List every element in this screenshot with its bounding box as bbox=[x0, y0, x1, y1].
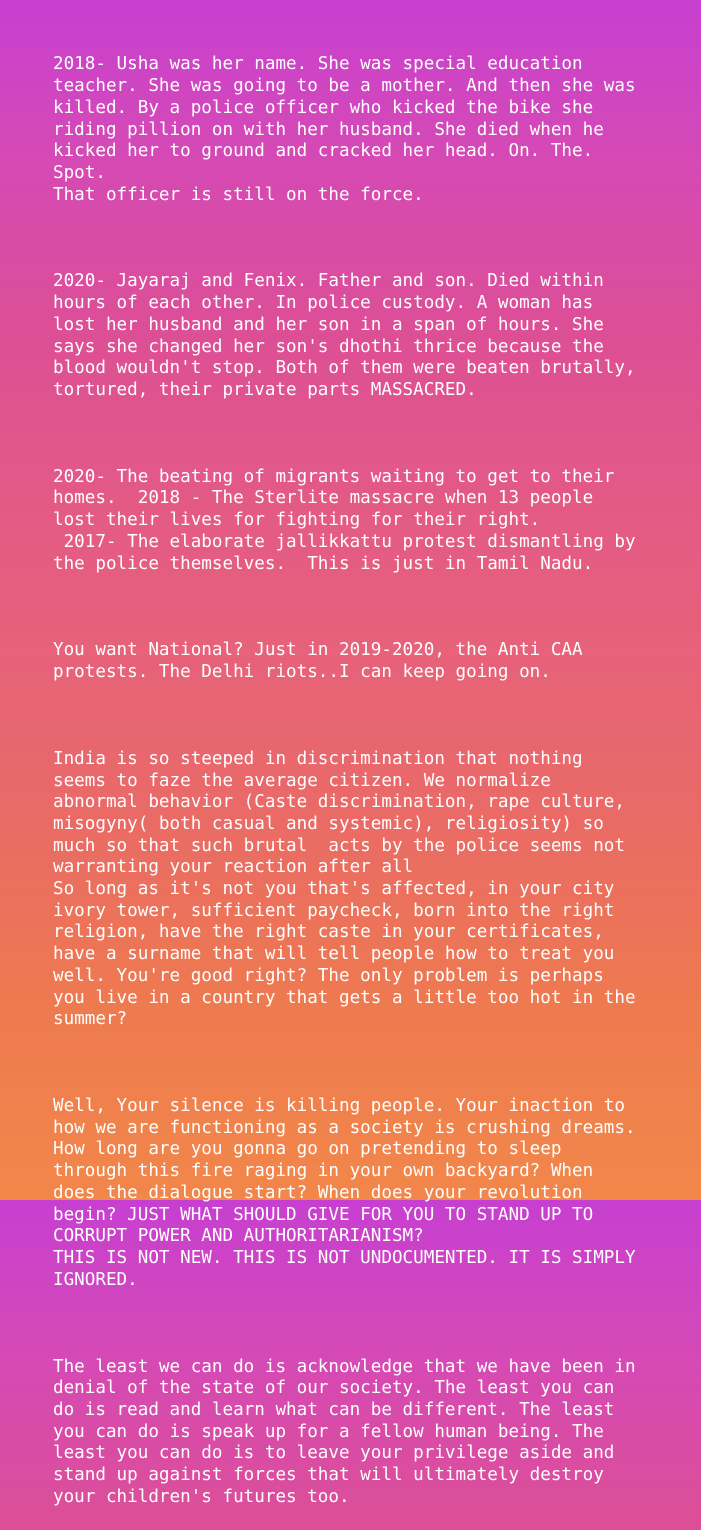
paragraph-migrants-sterlite-jallikkattu: 2020- The beating of migrants waiting to get to their homes. 2018 - The Sterlite massacre when 13 people lost their lives for fighting for their right. 2017- The elaborate jallikkattu protest dismantling by the police themselves. This is just in Tamil Nadu. bbox=[53, 466, 636, 574]
paragraph-usha-2018: 2018- Usha was her name. She was special education teacher. She was going to be a mother. And then she was killed. By a police officer who kicked the bike she riding pillion on with her husband. She died when he kicked her to ground and cracked her head. On. The. Spot. That officer is still on the force. bbox=[53, 54, 636, 205]
story-text-block bbox=[53, 11, 693, 1530]
paragraph-national: You want National? Just in 2019-2020, the Anti CAA protests. The Delhi riots..I can keep going on. bbox=[53, 640, 583, 683]
paragraph-least-we-can-do: The least we can do is acknowledge that we have been in denial of the state of our society. The least you can do is read and learn what can be different. The least you can do is speak up for a fellow human being. The least you can do is to leave your privilege aside and stand up against forces that will ultimately destroy your children's futures too. bbox=[53, 1356, 636, 1507]
paragraph-discrimination: India is so steeped in discrimination that nothing seems to faze the average citizen. We normalize abnormal behavior (Caste discrimination, rape culture, misogyny( both casual and systemic), religiosity) so much so that such brutal acts by the police seems not warranting your reaction after all So long as it's not you that's affected, in your city ivory tower, sufficient paycheck, born into the right religion, have the right caste in your certificates, have a surname that will tell people how to treat you well. You're good right? The only problem is perhaps you live in a country that gets a little too hot in the summer? bbox=[53, 748, 636, 1030]
paragraph-silence: Well, Your silence is killing people. Your inaction to how we are functioning as a society is crushing dreams. How long are you gonna go on pretending to sleep through this fire raging in your own backyard? When does the dialogue start? When does your revolution begin? JUST WHAT SHOULD GIVE FOR YOU TO STAND UP TO CORRUPT POWER AND AUTHORITARIANISM? THIS IS NOT NEW. THIS IS NOT UNDOCUMENTED. IT IS SIMPLY IGNORED. bbox=[53, 1096, 636, 1290]
paragraph-jayaraj-fenix-2020: 2020- Jayaraj and Fenix. Father and son. Died within hours of each other. In police custody. A woman has lost her husband and her son in a span of hours. She says she changed her son's dhothi thrice because the blood wouldn't stop. Both of them were beaten brutally, tortured, their private parts MASSACRED. bbox=[53, 271, 636, 400]
